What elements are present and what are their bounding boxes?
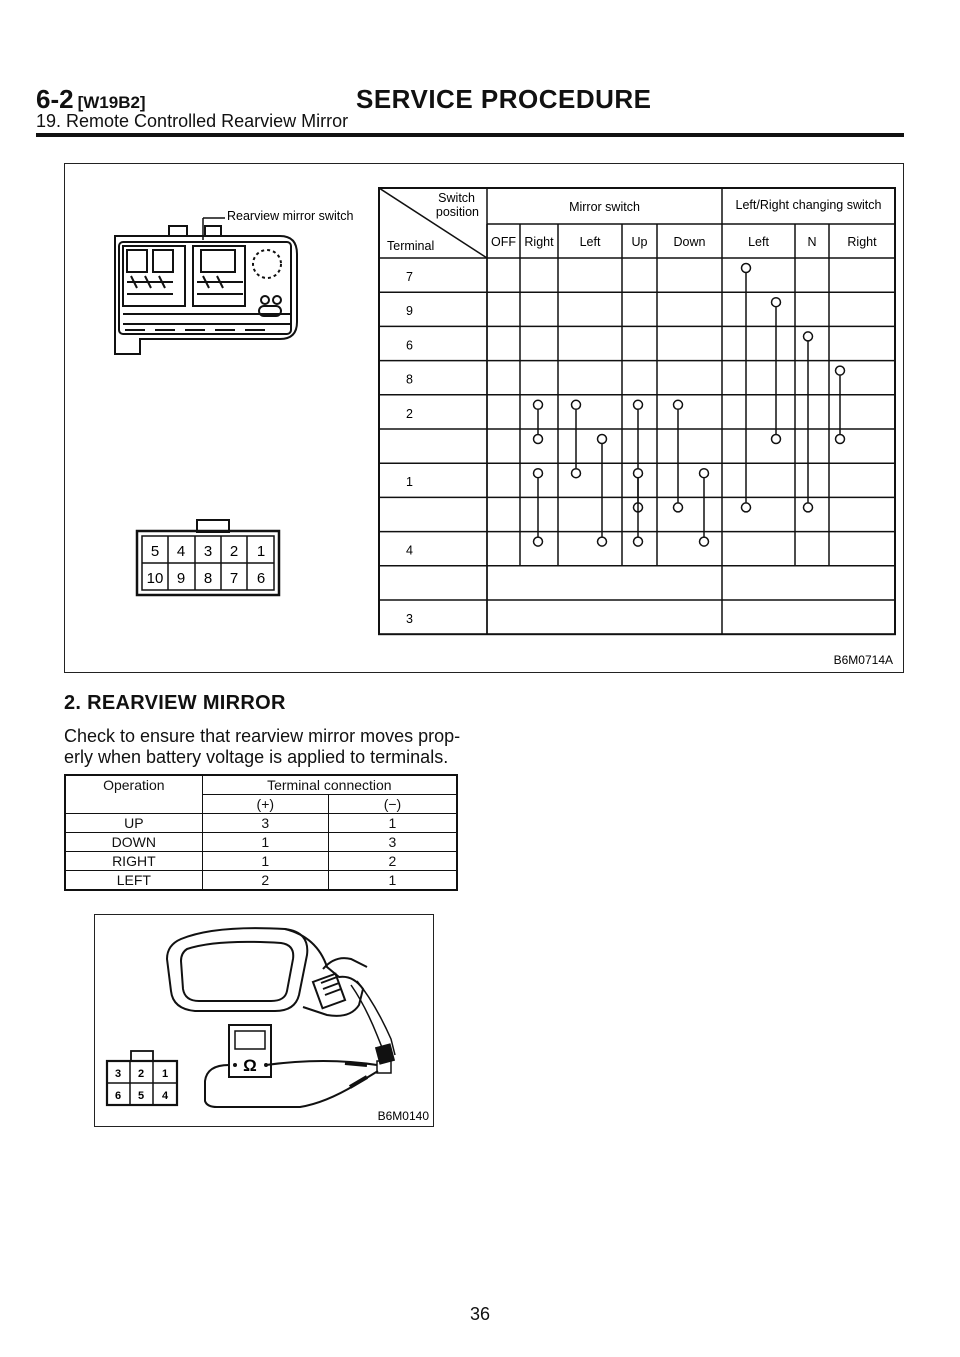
terminal-row-label: 9 — [406, 304, 413, 319]
continuity-terminal-mark — [700, 537, 709, 546]
section-instruction-text: Check to ensure that rearview mirror moves prop- erly when battery voltage is applied to terminals. — [64, 726, 461, 767]
position-column-header: Left — [579, 235, 601, 249]
ohmmeter — [229, 1025, 271, 1077]
plus-cell: 1 — [202, 852, 328, 871]
minus-cell: 1 — [328, 871, 457, 891]
section-number: 6-2 — [36, 84, 74, 114]
plus-cell: 1 — [202, 833, 328, 852]
position-column-header: Down — [673, 235, 706, 249]
minus-cell: 2 — [328, 852, 457, 871]
plus-cell: 3 — [202, 814, 328, 833]
connector-pin-label: 7 — [229, 570, 239, 587]
switch-callout-label: Rearview mirror switch — [227, 209, 354, 223]
operation-cell: UP — [65, 814, 202, 833]
connector-pin-label: 3 — [203, 543, 213, 560]
table-header-row — [65, 775, 457, 795]
connector-pin-label: 8 — [203, 570, 213, 587]
blank-header-cell — [65, 795, 202, 814]
terminal-row-label: 6 — [406, 338, 413, 353]
mirror-test-figure — [94, 914, 434, 1127]
connector-pin-label: 4 — [161, 1090, 169, 1102]
mirror-drawing — [167, 928, 395, 1055]
table-corner-switch: Switch — [438, 191, 475, 205]
terminal-row-label: 4 — [406, 543, 413, 558]
switch-position-table — [379, 188, 895, 634]
page-subtitle: 19. Remote Controlled Rearview Mirror — [36, 111, 349, 131]
page-title: SERVICE PROCEDURE — [356, 84, 652, 114]
figure-id-1: B6M0714A — [833, 653, 893, 667]
section-title-rearview-mirror: 2. REARVIEW MIRROR — [64, 692, 286, 714]
table-corner-position: position — [435, 205, 479, 219]
mirror-switch-group-header: Mirror switch — [569, 200, 640, 214]
connector-pin-label: 6 — [256, 570, 266, 587]
table-row — [65, 852, 457, 871]
continuity-terminal-mark — [534, 400, 543, 409]
continuity-terminal-mark — [804, 503, 813, 512]
continuity-terminal-mark — [572, 400, 581, 409]
continuity-terminal-mark — [634, 469, 643, 478]
position-column-header: Left — [748, 235, 769, 249]
minus-cell: 1 — [328, 814, 457, 833]
continuity-terminal-mark — [742, 503, 751, 512]
table-row — [65, 814, 457, 833]
connector-pin-label: 1 — [256, 543, 266, 560]
page-number: 36 — [469, 1304, 491, 1324]
continuity-terminal-mark — [700, 469, 709, 478]
connector-plug — [375, 1043, 395, 1073]
connector-pin-label: 3 — [114, 1068, 122, 1080]
table-corner-terminal: Terminal — [387, 239, 435, 253]
continuity-terminal-mark — [742, 264, 751, 273]
continuity-terminal-mark — [534, 469, 543, 478]
continuity-terminal-mark — [674, 400, 683, 409]
continuity-terminal-mark — [804, 332, 813, 341]
position-column-header: Right — [524, 235, 554, 249]
table-row — [65, 871, 457, 891]
connector-pin-label: 1 — [161, 1068, 169, 1080]
connector-pin-label: 4 — [176, 543, 186, 560]
minus-header: (−) — [328, 795, 457, 814]
terminal-row-label: 1 — [406, 475, 413, 490]
position-column-header: N — [807, 235, 817, 249]
continuity-terminal-mark — [836, 435, 845, 444]
plus-header: (+) — [202, 795, 328, 814]
continuity-terminal-mark — [634, 400, 643, 409]
continuity-terminal-mark — [598, 537, 607, 546]
test-leads — [205, 1061, 378, 1107]
continuity-terminal-mark — [772, 435, 781, 444]
position-column-header: Up — [631, 235, 648, 249]
continuity-terminal-mark — [836, 366, 845, 375]
continuity-terminal-mark — [534, 435, 543, 444]
terminal-row-label: 7 — [406, 270, 413, 284]
connector-pin-label: 9 — [176, 570, 186, 587]
figure-id-2: B6M0140 — [377, 1109, 429, 1123]
operation-header: Operation — [65, 775, 202, 795]
switch-connector-face — [137, 520, 279, 595]
terminal-connection-table — [64, 774, 458, 891]
mirror-switch-drawing — [115, 218, 297, 354]
connector-pin-label: 5 — [137, 1090, 145, 1102]
terminal-row-label: 3 — [406, 612, 413, 626]
terminal-connection-header: Terminal connection — [202, 775, 457, 795]
position-column-header: OFF — [491, 235, 516, 249]
mirror-test-diagram — [95, 915, 433, 1126]
operation-cell: RIGHT — [65, 852, 202, 871]
header-rule — [36, 133, 904, 137]
mirror-connector-face — [107, 1051, 177, 1105]
terminal-row-label: 2 — [406, 406, 413, 421]
continuity-terminal-mark — [534, 537, 543, 546]
operation-cell: LEFT — [65, 871, 202, 891]
continuity-terminal-mark — [772, 298, 781, 307]
operation-cell: DOWN — [65, 833, 202, 852]
plus-cell: 2 — [202, 871, 328, 891]
connector-pin-label: 10 — [146, 570, 164, 587]
connector-pin-label: 2 — [229, 543, 239, 560]
terminal-row-label: 8 — [406, 372, 413, 387]
switch-terminal-figure — [64, 163, 904, 673]
switch-diagram — [65, 164, 903, 672]
continuity-terminal-mark — [674, 503, 683, 512]
continuity-terminal-mark — [598, 435, 607, 444]
ohm-symbol: Ω — [243, 1056, 257, 1075]
section-code: [W19B2] — [77, 93, 146, 112]
position-column-header: Right — [847, 235, 877, 249]
connector-pin-label: 6 — [114, 1090, 122, 1102]
connector-pin-label: 5 — [150, 543, 160, 560]
continuity-terminal-mark — [634, 537, 643, 546]
continuity-terminal-mark — [572, 469, 581, 478]
lr-switch-group-header: Left/Right changing switch — [735, 198, 882, 212]
minus-cell: 3 — [328, 833, 457, 852]
table-row — [65, 833, 457, 852]
table-subheader-row — [65, 795, 457, 814]
connector-pin-label: 2 — [137, 1068, 145, 1080]
